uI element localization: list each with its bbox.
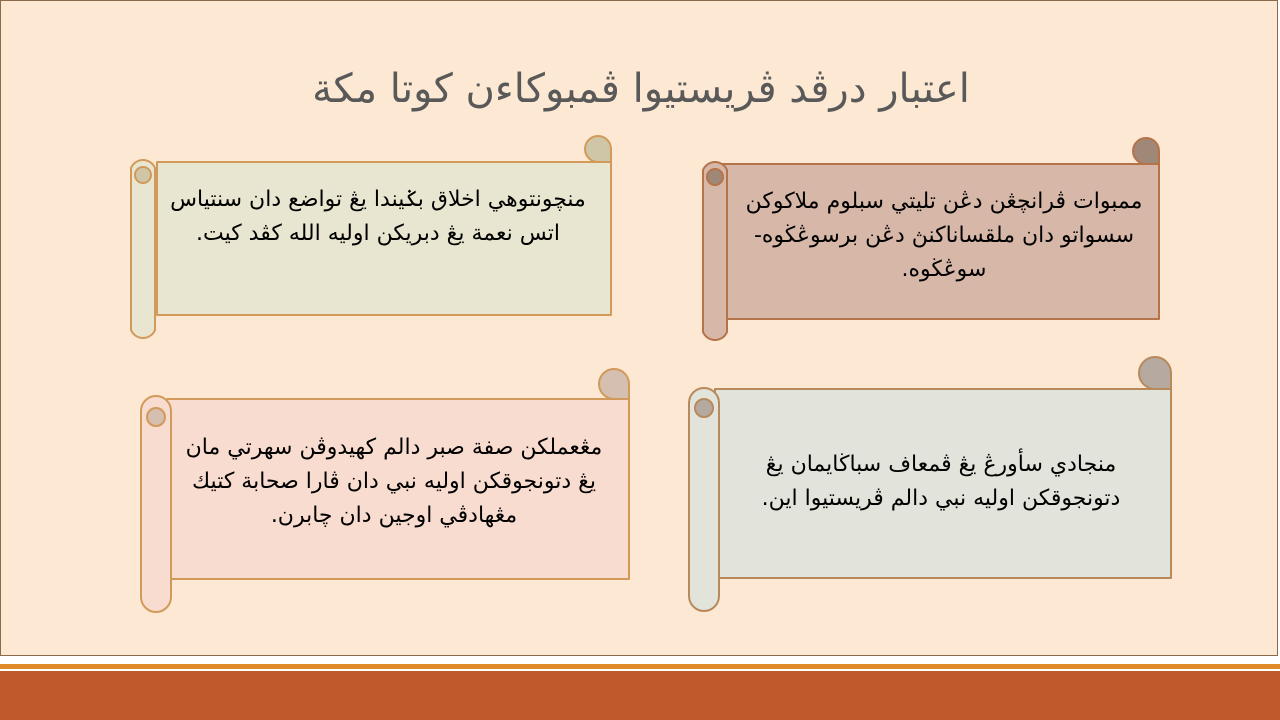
- scroll-banner-top-left: [129, 135, 617, 345]
- scroll-banner-bottom-right: [687, 353, 1175, 613]
- scroll-text: مڠعملكن صفة صبر دالم كهيدوڤن سهرتي مان يڠ دتونجوقكن اوليه نبي دان ڤارا صحابة كتيك مڠهادڤي اوجين دان چابرن.: [185, 435, 603, 528]
- footer-accent-line: [0, 664, 1280, 669]
- scroll-text: منجادي سأورڠ يڠ ڤمعاف سباڬايمان يڠ دتونجوقكن اوليه نبي دالم ڤريستيوا اين.: [761, 452, 1121, 511]
- scroll-text: ممبوات ڤرانچڠن دڠن تليتي سبلوم ملاكوكن سسواتو دان ملقساناكنڽ دڠن برسوڠڬوه-سوڠڬوه.: [745, 189, 1143, 282]
- scroll-banner-bottom-left: [139, 365, 633, 613]
- scroll-text: منچونتوهي اخلاق بݢيندا يڠ تواضع دان سنتياس اتس نعمة يڠ دبريكن اوليه الله كڤد كيت.: [170, 187, 586, 246]
- slide-title: اعتبار درڤد ڤريستيوا ڤمبوكاءن كوتا مكة: [312, 66, 970, 112]
- scroll-banner-top-right: [687, 137, 1175, 347]
- footer-band: [0, 671, 1280, 720]
